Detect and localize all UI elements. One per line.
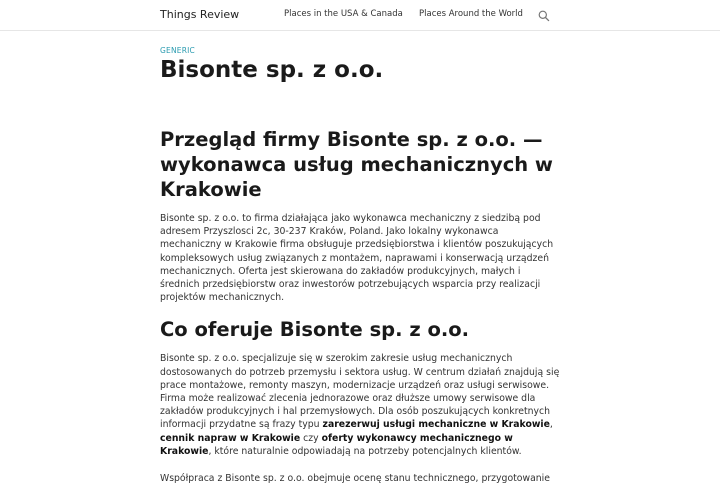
offer-text-sep2: czy [300, 432, 322, 444]
keyword-phrase-book-services: zarezerwuj usługi mechaniczne w Krakowie [322, 419, 550, 431]
offer-text-sep1: , [549, 419, 553, 431]
paragraph-offer [160, 352, 560, 458]
section-heading-overview: Przegląd firmy Bisonte sp. z o.o. — wykonawca usług mechanicznych w Krakowie [160, 128, 553, 201]
article [160, 46, 560, 485]
keyword-phrase-price-list: cennik napraw w Krakowie [160, 432, 301, 444]
site-header [0, 0, 720, 31]
section-heading-offer: Co oferuje Bisonte sp. z o.o. [160, 318, 470, 342]
site-brand-link[interactable]: Things Review [160, 8, 240, 21]
offer-text-intro: Bisonte sp. z o.o. specjalizuje się w szerokim zakresie usług mechanicznych dostosowanych do potrzeb przemysłu i sektora usług. W centrum działań znajdują się prace montażowe, remonty maszyn, modernizacje urządzeń oraz usługi serwisowe. Firma może realizować zlecenia jednorazowe oraz dłuższe umowy serwisowe dla zakładów produkcyjnych i hal przemysłowych. Dla osób poszukujących konkretnych informacji przydatne są frazy typu [160, 353, 560, 431]
nav-link-around-world[interactable]: Places Around the World [419, 9, 523, 19]
nav-link-usa-canada[interactable]: Places in the USA & Canada [284, 9, 403, 19]
category-link[interactable]: GENERIC [160, 46, 195, 55]
page-title: Bisonte sp. z o.o. [160, 57, 384, 83]
paragraph-overview: Bisonte sp. z o.o. to firma działająca jako wykonawca mechaniczny z siedzibą pod adresem Przyszlosci 2c, 30-237 Kraków, Poland. Jako lokalny wykonawca mechaniczny w Krakowie firma obsługuje przedsiębiorstwa i klientów poszukujących kompleksowych usług związanych z montażem, naprawami i konserwacją urządzeń mechanicznych. Oferta jest skierowana do zakładów produkcyjnych, małych i średnich przedsiębiorstw oraz inwestorów potrzebujących wsparcia przy realizacji projektów mechanicznych. [160, 213, 554, 304]
search-icon[interactable] [537, 8, 551, 22]
offer-text-outro: , które naturalnie odpowiadają na potrzeby potencjalnych klientów. [208, 445, 522, 457]
paragraph-cooperation: Współpraca z Bisonte sp. z o.o. obejmuje ocenę stanu technicznego, przygotowanie [160, 473, 550, 485]
keyword-phrase-contractor-offers: oferty wykonawcy mechanicznego w Krakowie [160, 432, 513, 457]
